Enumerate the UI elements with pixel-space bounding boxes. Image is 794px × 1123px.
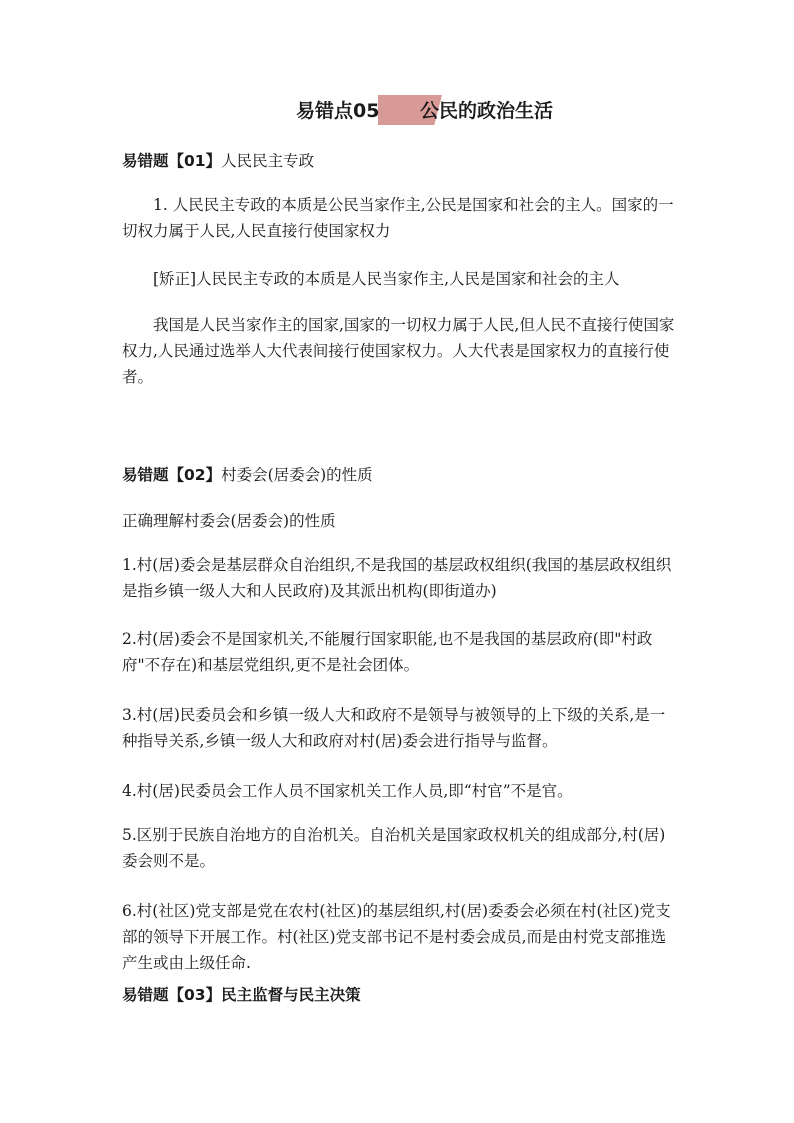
q1-label: 易错题【01】 <box>122 152 222 170</box>
title-right: 公民的政治生活 <box>420 100 554 122</box>
q3-topic: 民主监督与民主决策 <box>221 986 361 1004</box>
page-title <box>0 92 794 128</box>
q2-point-2: 2.村(居)委会不是国家机关,不能履行国家职能,也不是我国的基层政府(即"村政府"不存在)和基层党组织,更不是社会团体。 <box>122 630 653 674</box>
q2-heading <box>122 462 678 488</box>
q2-topic: 村委会(居委会)的性质 <box>221 466 373 484</box>
q2-point-6: 6.村(社区)党支部是党在农村(社区)的基层组织,村(居)委委会必须在村(社区)党支部的领导下开展工作。村(社区)党支部书记不是村委会成员,而是由村党支部推选产生或由上级任命. <box>122 902 671 972</box>
q1-topic: 人民民主专政 <box>221 152 315 170</box>
q2-point-1: 1.村(居)委会是基层群众自治组织,不是我国的基层政权组织(我国的基层政权组织是指乡镇一级人大和人民政府)及其派出机构(即街道办) <box>122 556 672 600</box>
q2-point-5: 5.区别于民族自治地方的自治机关。自治机关是国家政权机关的组成部分,村(居)委会则不是。 <box>122 826 666 870</box>
q3-label: 易错题【03】 <box>122 986 222 1004</box>
q1-explain: 我国是人民当家作主的国家,国家的一切权力属于人民,但人民不直接行使国家权力,人民通过选举人大代表间接行使国家权力。人大代表是国家权力的直接行使者。 <box>122 316 675 386</box>
q2-label: 易错题【02】 <box>122 466 222 484</box>
title-left: 易错点05 <box>296 100 380 122</box>
q1-correction: [矫正]人民民主专政的本质是人民当家作主,人民是国家和社会的主人 <box>153 270 620 288</box>
q3-heading <box>122 982 678 1008</box>
q2-intro: 正确理解村委会(居委会)的性质 <box>122 512 336 530</box>
q2-point-4: 4.村(居)民委员会工作人员不国家机关工作人员,即“村官”不是官。 <box>122 782 573 800</box>
q1-heading <box>122 148 678 174</box>
q1-error: 1. 人民民主专政的本质是公民当家作主,公民是国家和社会的主人。国家的一切权力属于人民,人民直接行使国家权力 <box>122 196 674 240</box>
q2-point-3: 3.村(居)民委员会和乡镇一级人大和政府不是领导与被领导的上下级的关系,是一种指导关系,乡镇一级人大和政府对村(居)委会进行指导与监督。 <box>122 706 666 750</box>
